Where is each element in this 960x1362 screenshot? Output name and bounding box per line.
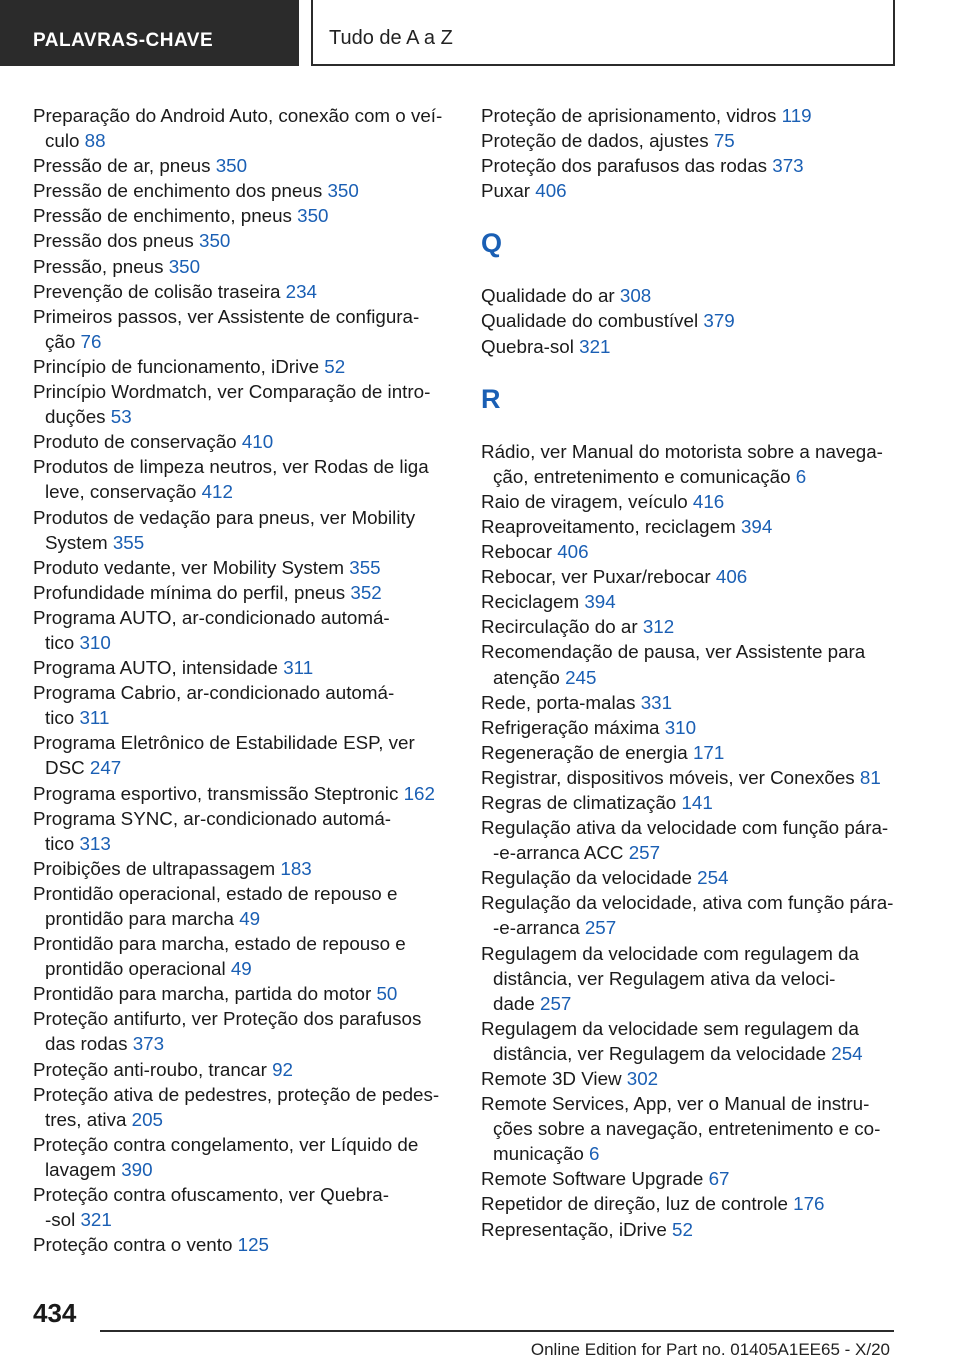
entry-text: ções sobre a navegação, entretenimento e co- — [493, 1118, 881, 1140]
index-entry — [481, 715, 931, 740]
entry-text: Proteção contra o vento — [33, 1234, 238, 1256]
index-entry — [481, 439, 931, 489]
page-reference-link[interactable]: 355 — [349, 556, 381, 578]
entry-text: System — [45, 531, 113, 553]
page-reference-link[interactable]: 176 — [793, 1193, 825, 1215]
page-reference-link[interactable]: 350 — [168, 255, 201, 277]
page-reference-link[interactable]: 394 — [584, 591, 616, 613]
page-reference-link[interactable]: 49 — [239, 908, 261, 929]
page-reference-link[interactable]: 350 — [297, 205, 329, 227]
index-entry — [33, 781, 451, 806]
page-reference-link[interactable]: 373 — [132, 1033, 165, 1055]
index-entry — [33, 605, 451, 655]
page-reference-link[interactable]: 390 — [121, 1158, 153, 1180]
entry-text: Prevenção de colisão traseira — [33, 280, 286, 302]
entry-text: Profundidade mínima do perfil, pneus — [33, 581, 351, 603]
page-reference-link[interactable]: 406 — [715, 566, 748, 588]
index-entry — [33, 555, 451, 580]
page-reference-link[interactable]: 313 — [79, 832, 111, 854]
entry-text: Reciclagem — [481, 591, 585, 613]
entry-text: lavagem — [45, 1158, 122, 1180]
entry-text: Recirculação do ar — [481, 616, 643, 638]
page-reference-link[interactable]: 321 — [579, 335, 611, 357]
page-reference-link[interactable]: 412 — [201, 481, 233, 503]
entry-text: ção, entretenimento e comunicação — [493, 465, 796, 487]
index-entry — [33, 228, 451, 253]
entry-text: Proteção de dados, ajustes — [481, 130, 714, 152]
index-entry — [33, 203, 451, 228]
page-reference-link[interactable]: 6 — [589, 1143, 600, 1165]
index-entry — [481, 153, 931, 178]
index-entry — [481, 283, 931, 308]
page-reference-link[interactable]: 311 — [79, 707, 110, 729]
index-entry — [481, 1091, 931, 1166]
entry-text: Princípio de funcionamento, iDrive — [33, 355, 325, 377]
index-entry — [481, 890, 931, 940]
entry-text: Proteção antifurto, ver Proteção dos parafusos — [33, 1008, 422, 1030]
page-reference-link[interactable]: 247 — [89, 757, 122, 779]
entry-text: culo — [45, 130, 85, 152]
footer-edition: Online Edition for Part no. 01405A1EE65 - X/20 — [530, 1340, 890, 1359]
entry-text: Proteção ativa de pedestres, proteção de pedes- — [33, 1083, 440, 1105]
entry-text: tres, ativa — [45, 1108, 132, 1130]
index-entry — [481, 941, 931, 1016]
page-reference-link[interactable]: 254 — [697, 867, 729, 889]
index-entry — [481, 865, 931, 890]
page-reference-link[interactable]: 234 — [285, 280, 317, 302]
entry-text: Programa AUTO, intensidade — [33, 657, 284, 679]
entry-text: -sol — [45, 1209, 81, 1231]
index-entry — [481, 740, 931, 765]
index-entry — [481, 308, 931, 333]
index-entry — [481, 614, 931, 639]
index-entry — [481, 103, 931, 128]
entry-text: Princípio Wordmatch, ver Comparação de intro- — [33, 381, 431, 403]
page-reference-link[interactable]: 67 — [708, 1168, 730, 1190]
page-reference-link[interactable]: 355 — [112, 531, 145, 553]
entry-text: Programa Eletrônico de Estabilidade ESP, ver — [33, 732, 415, 754]
entry-text: Proteção dos parafusos das rodas — [481, 155, 773, 177]
entry-text: tico — [45, 707, 80, 729]
page-reference-link[interactable]: 308 — [619, 285, 652, 307]
entry-text: Rádio, ver Manual do motorista sobre a navega- — [481, 440, 883, 462]
page-reference-link[interactable]: 50 — [376, 983, 398, 1005]
index-entry — [33, 254, 451, 279]
entry-text: Reaproveitamento, reciclagem — [481, 515, 741, 537]
index-entry — [33, 354, 451, 379]
page-reference-link[interactable]: 406 — [535, 180, 567, 202]
page-reference-link[interactable]: 410 — [241, 431, 274, 453]
page-reference-link[interactable]: 406 — [557, 541, 589, 563]
entry-text: Proibições de ultrapassagem — [33, 857, 281, 879]
index-entry — [33, 1182, 451, 1232]
entry-text: Pressão dos pneus — [33, 230, 200, 252]
entry-text: -e-arranca — [493, 917, 585, 939]
page-reference-link[interactable]: 183 — [280, 857, 312, 879]
index-entry — [481, 1191, 931, 1216]
page-number: 434 — [33, 1298, 77, 1328]
index-column-left — [33, 103, 451, 1257]
page-reference-link[interactable]: 119 — [781, 105, 812, 126]
page-reference-link[interactable]: 76 — [80, 330, 102, 352]
entry-text: das rodas — [45, 1033, 133, 1055]
entry-text: Programa esportivo, transmissão Steptronic — [33, 782, 404, 804]
index-letter-heading: R — [481, 383, 501, 414]
index-letter-heading: Q — [481, 228, 503, 259]
page-reference-link[interactable]: 75 — [713, 130, 735, 152]
entry-text: tico — [45, 832, 80, 854]
page-reference-link[interactable]: 245 — [565, 666, 597, 688]
entry-text: prontidão operacional — [45, 958, 231, 980]
entry-text: municação — [493, 1143, 590, 1165]
page-reference-link[interactable]: 416 — [692, 490, 725, 512]
entry-text: Programa SYNC, ar-condicionado automá- — [33, 807, 392, 829]
page-reference-link[interactable]: 350 — [199, 230, 231, 252]
entry-text: -e-arranca ACC — [493, 842, 629, 864]
entry-text: Proteção contra congelamento, ver Líquido de — [33, 1133, 419, 1155]
entry-text: Rede, porta-malas — [481, 691, 641, 713]
entry-text: Prontidão para marcha, estado de repouso e — [33, 933, 406, 955]
entry-text: Pressão de enchimento dos pneus — [33, 180, 328, 202]
index-entry — [481, 690, 931, 715]
entry-text: Regulagem da velocidade sem regulagem da — [481, 1017, 859, 1039]
entry-text: Primeiros passos, ver Assistente de configura- — [33, 305, 420, 327]
entry-text: Produto de conservação — [33, 431, 242, 453]
index-entry — [481, 128, 931, 153]
section-title: Tudo de A a Z — [311, 0, 895, 66]
page-reference-link[interactable]: 352 — [350, 581, 382, 603]
entry-text: Produtos de limpeza neutros, ver Rodas de liga — [33, 456, 429, 478]
entry-text: Recomendação de pausa, ver Assistente para — [481, 641, 866, 663]
page-header — [0, 0, 960, 66]
index-entry — [33, 1232, 451, 1257]
page-reference-link[interactable]: 373 — [772, 155, 804, 177]
footer-divider — [100, 1330, 894, 1332]
entry-text: Remote 3D View — [481, 1068, 627, 1089]
index-entry — [33, 1082, 451, 1132]
index-entry — [33, 730, 451, 780]
index-column-right — [481, 103, 931, 1242]
page-reference-link[interactable]: 205 — [131, 1108, 163, 1130]
index-entry — [33, 304, 451, 354]
index-entry — [33, 981, 451, 1006]
index-entry — [33, 580, 451, 605]
entry-text: Prontidão para marcha, partida do motor — [33, 983, 377, 1005]
index-entry — [33, 680, 451, 730]
index-entry — [481, 790, 931, 815]
entry-text: Representação, iDrive — [481, 1218, 673, 1240]
entry-text: Qualidade do ar — [481, 285, 620, 307]
entry-text: Rebocar, ver Puxar/rebocar — [481, 566, 716, 588]
entry-text: Pressão de ar, pneus — [33, 155, 216, 177]
entry-text: ção — [45, 330, 81, 352]
index-entry — [481, 1066, 931, 1091]
index-entry — [33, 1057, 451, 1082]
entry-text: Programa AUTO, ar-condicionado automá- — [33, 606, 390, 628]
index-entry — [481, 765, 931, 790]
page-reference-link[interactable]: 141 — [681, 791, 713, 813]
index-entry — [33, 881, 451, 931]
index-entry — [33, 153, 451, 178]
entry-text: tico — [45, 631, 80, 653]
section-tab: PALAVRAS-CHAVE — [0, 0, 299, 66]
entry-text: Proteção de aprisionamento, vidros — [481, 105, 782, 126]
index-entry — [33, 454, 451, 504]
index-entry — [33, 178, 451, 203]
page-reference-link[interactable]: 311 — [283, 657, 314, 679]
entry-text: Regulação da velocidade — [481, 867, 698, 889]
entry-text: Pressão, pneus — [33, 255, 169, 277]
entry-text: Proteção contra ofuscamento, ver Quebra- — [33, 1184, 389, 1206]
index-entry — [33, 856, 451, 881]
page-reference-link[interactable]: 6 — [795, 465, 807, 487]
index-entry — [33, 379, 451, 429]
page-reference-link[interactable]: 125 — [237, 1234, 269, 1256]
page-reference-link[interactable]: 257 — [540, 992, 572, 1014]
index-entry — [33, 1132, 451, 1182]
entry-text: Repetidor de direção, luz de controle — [481, 1193, 794, 1215]
page-reference-link[interactable]: 257 — [628, 842, 661, 864]
index-entry — [481, 1166, 931, 1191]
page-reference-link[interactable]: 52 — [672, 1218, 693, 1240]
index-entry — [481, 514, 931, 539]
entry-text: Preparação do Android Auto, conexão com o veí- — [33, 105, 443, 126]
entry-text: Regeneração de energia — [481, 741, 693, 763]
page-reference-link[interactable]: 53 — [110, 406, 132, 428]
index-entry — [481, 178, 931, 203]
entry-text: Remote Services, App, ver o Manual de instru- — [481, 1093, 870, 1115]
page-reference-link[interactable]: 92 — [272, 1058, 293, 1080]
page-reference-link[interactable]: 52 — [324, 355, 346, 377]
page-reference-link[interactable]: 379 — [703, 310, 735, 332]
page-reference-link[interactable]: 350 — [327, 180, 359, 202]
index-entry — [33, 931, 451, 981]
entry-text: Quebra-sol — [481, 335, 580, 357]
entry-text: Pressão de enchimento, pneus — [33, 205, 298, 227]
page-reference-link[interactable]: 88 — [84, 130, 106, 152]
entry-text: distância, ver Regulagem da velocidade — [493, 1042, 832, 1064]
page-reference-link[interactable]: 394 — [740, 515, 773, 537]
entry-text: Regulagem da velocidade com regulagem da — [481, 942, 859, 964]
page-reference-link[interactable]: 49 — [230, 958, 252, 980]
page-reference-link[interactable]: 162 — [403, 782, 435, 804]
entry-text: Rebocar — [481, 541, 558, 563]
page-reference-link[interactable]: 310 — [79, 631, 111, 653]
page-reference-link[interactable]: 302 — [626, 1068, 659, 1089]
index-entry — [481, 1016, 931, 1066]
page-reference-link[interactable]: 321 — [80, 1209, 112, 1231]
entry-text: Regras de climatização — [481, 791, 682, 813]
page-reference-link[interactable]: 254 — [831, 1042, 863, 1064]
index-entry — [481, 1217, 931, 1242]
entry-text: Remote Software Upgrade — [481, 1168, 709, 1190]
index-entry — [481, 539, 931, 564]
index-entry — [33, 1006, 451, 1056]
index-entry — [481, 815, 931, 865]
index-entry — [33, 655, 451, 680]
page-reference-link[interactable]: 257 — [584, 917, 617, 939]
entry-text: Proteção anti-roubo, trancar — [33, 1058, 273, 1080]
page-reference-link[interactable]: 350 — [215, 155, 248, 177]
entry-text: dade — [493, 992, 540, 1014]
entry-text: DSC — [45, 757, 90, 779]
entry-text: Regulação ativa da velocidade com função pára- — [481, 817, 889, 839]
index-entry — [481, 334, 931, 359]
entry-text: Qualidade do combustível — [481, 310, 704, 332]
entry-text: prontidão para marcha — [45, 908, 240, 929]
index-entry — [33, 505, 451, 555]
page-reference-link[interactable]: 312 — [642, 616, 675, 638]
index-entry — [481, 639, 931, 689]
entry-text: Raio de viragem, veículo — [481, 490, 693, 512]
page-reference-link[interactable]: 81 — [859, 766, 881, 788]
index-entry — [33, 103, 451, 153]
index-entry — [481, 564, 931, 589]
entry-text: Refrigeração máxima — [481, 716, 665, 738]
entry-text: Regulação da velocidade, ativa com função pára- — [481, 892, 894, 914]
entry-text: Produto vedante, ver Mobility System — [33, 556, 350, 578]
entry-text: distância, ver Regulagem ativa da veloci- — [493, 967, 836, 989]
index-entry — [481, 489, 931, 514]
index-entry — [33, 279, 451, 304]
entry-text: duções — [45, 406, 111, 428]
entry-text: Prontidão operacional, estado de repouso e — [33, 882, 398, 904]
page-reference-link[interactable]: 331 — [640, 691, 673, 713]
index-entry — [33, 429, 451, 454]
entry-text: leve, conservação — [45, 481, 202, 503]
index-entry — [33, 806, 451, 856]
entry-text: atenção — [493, 666, 566, 688]
entry-text: Produtos de vedação para pneus, ver Mobility — [33, 506, 416, 528]
entry-text: Puxar — [481, 180, 536, 202]
page-reference-link[interactable]: 310 — [664, 716, 697, 738]
page-reference-link[interactable]: 171 — [692, 741, 725, 763]
index-entry — [481, 589, 931, 614]
entry-text: Registrar, dispositivos móveis, ver Conexões — [481, 766, 860, 788]
entry-text: Programa Cabrio, ar-condicionado automá- — [33, 682, 395, 704]
